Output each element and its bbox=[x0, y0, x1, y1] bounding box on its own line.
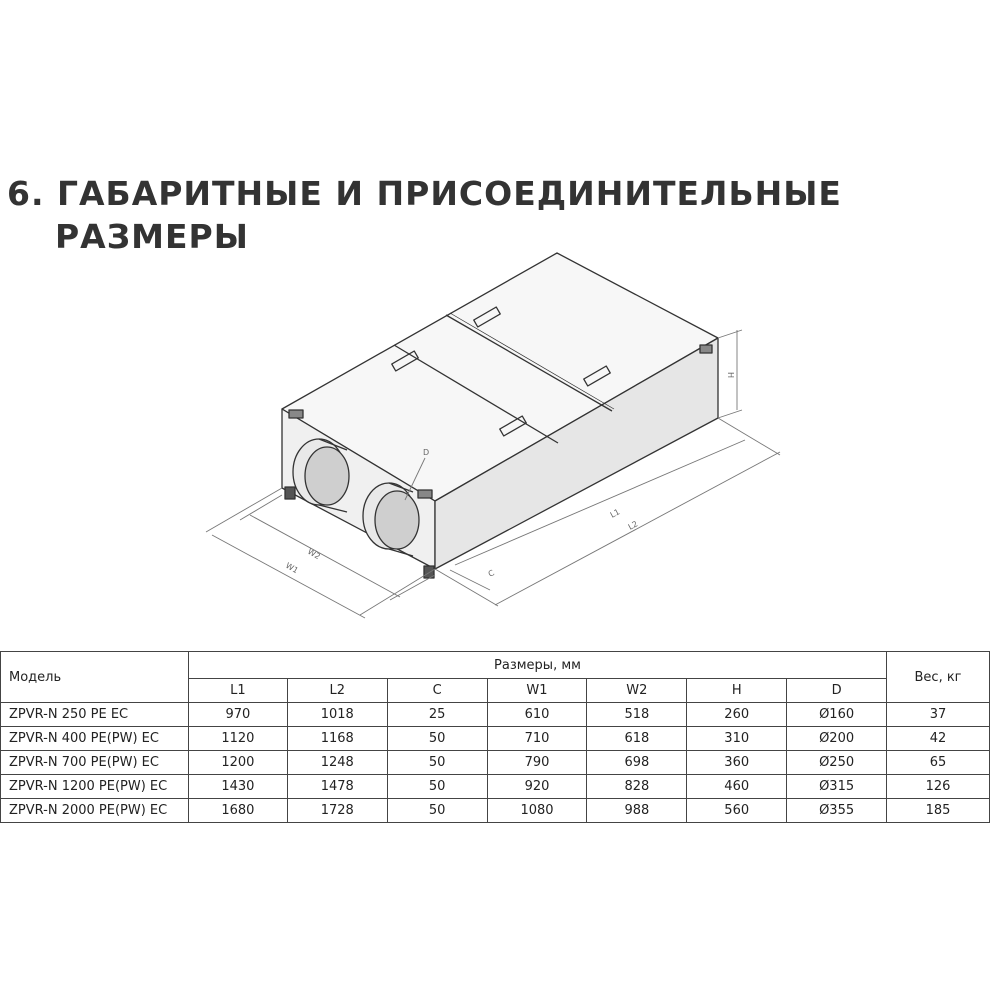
cell-w2: 828 bbox=[587, 775, 687, 799]
title-line-2: РАЗМЕРЫ bbox=[55, 217, 249, 256]
cell-model: ZPVR-N 1200 PE(PW) EC bbox=[1, 775, 189, 799]
cell-weight: 185 bbox=[887, 799, 990, 823]
cell-w1: 920 bbox=[487, 775, 587, 799]
cell-w1: 790 bbox=[487, 751, 587, 775]
cell-d: Ø250 bbox=[787, 751, 887, 775]
cell-l2: 1248 bbox=[287, 751, 387, 775]
column-header-d: D bbox=[787, 679, 887, 703]
cell-l2: 1168 bbox=[287, 727, 387, 751]
cell-w1: 710 bbox=[487, 727, 587, 751]
cell-l1: 1200 bbox=[188, 751, 287, 775]
cell-weight: 37 bbox=[887, 703, 990, 727]
label-w2: W2 bbox=[306, 546, 322, 562]
cell-c: 50 bbox=[387, 775, 487, 799]
cell-h: 310 bbox=[687, 727, 787, 751]
label-h: H bbox=[726, 372, 735, 379]
label-l2: L2 bbox=[626, 519, 640, 532]
label-l1: L1 bbox=[608, 507, 622, 520]
cell-model: ZPVR-N 2000 PE(PW) EC bbox=[1, 799, 189, 823]
column-header-weight: Вес, кг bbox=[887, 652, 990, 703]
cell-w2: 518 bbox=[587, 703, 687, 727]
cell-c: 50 bbox=[387, 727, 487, 751]
column-header-c: C bbox=[387, 679, 487, 703]
column-group-header-dimensions: Размеры, мм bbox=[188, 652, 886, 679]
cell-h: 460 bbox=[687, 775, 787, 799]
cell-model: ZPVR-N 700 PE(PW) EC bbox=[1, 751, 189, 775]
cell-d: Ø355 bbox=[787, 799, 887, 823]
cell-w2: 988 bbox=[587, 799, 687, 823]
label-w1: W1 bbox=[284, 560, 300, 576]
table-row bbox=[1, 799, 990, 823]
column-header-w2: W2 bbox=[587, 679, 687, 703]
cell-l2: 1018 bbox=[287, 703, 387, 727]
cell-w2: 618 bbox=[587, 727, 687, 751]
column-header-w1: W1 bbox=[487, 679, 587, 703]
cell-weight: 42 bbox=[887, 727, 990, 751]
column-header-l2: L2 bbox=[287, 679, 387, 703]
unit-dimension-drawing bbox=[195, 245, 795, 630]
cell-h: 260 bbox=[687, 703, 787, 727]
label-c: C bbox=[486, 568, 496, 579]
title-line-1: 6. ГАБАРИТНЫЕ И ПРИСОЕДИНИТЕЛЬНЫЕ bbox=[7, 174, 842, 213]
table-row bbox=[1, 727, 990, 751]
column-header-h: H bbox=[687, 679, 787, 703]
cell-c: 50 bbox=[387, 751, 487, 775]
cell-l1: 970 bbox=[188, 703, 287, 727]
cell-l1: 1120 bbox=[188, 727, 287, 751]
cell-weight: 65 bbox=[887, 751, 990, 775]
cell-c: 50 bbox=[387, 799, 487, 823]
cell-d: Ø200 bbox=[787, 727, 887, 751]
table-row bbox=[1, 703, 990, 727]
cell-model: ZPVR-N 400 PE(PW) EC bbox=[1, 727, 189, 751]
cell-l1: 1680 bbox=[188, 799, 287, 823]
cell-l2: 1478 bbox=[287, 775, 387, 799]
cell-w2: 698 bbox=[587, 751, 687, 775]
cell-w1: 1080 bbox=[487, 799, 587, 823]
cell-l2: 1728 bbox=[287, 799, 387, 823]
table-row bbox=[1, 751, 990, 775]
label-d: D bbox=[423, 448, 430, 457]
cell-weight: 126 bbox=[887, 775, 990, 799]
cell-c: 25 bbox=[387, 703, 487, 727]
cell-h: 360 bbox=[687, 751, 787, 775]
cell-model: ZPVR-N 250 PE EC bbox=[1, 703, 189, 727]
cell-l1: 1430 bbox=[188, 775, 287, 799]
cell-d: Ø315 bbox=[787, 775, 887, 799]
dimensions-table bbox=[0, 651, 990, 823]
table-row bbox=[1, 775, 990, 799]
column-header-model: Модель bbox=[1, 652, 189, 703]
column-header-l1: L1 bbox=[188, 679, 287, 703]
cell-w1: 610 bbox=[487, 703, 587, 727]
cell-h: 560 bbox=[687, 799, 787, 823]
cell-d: Ø160 bbox=[787, 703, 887, 727]
